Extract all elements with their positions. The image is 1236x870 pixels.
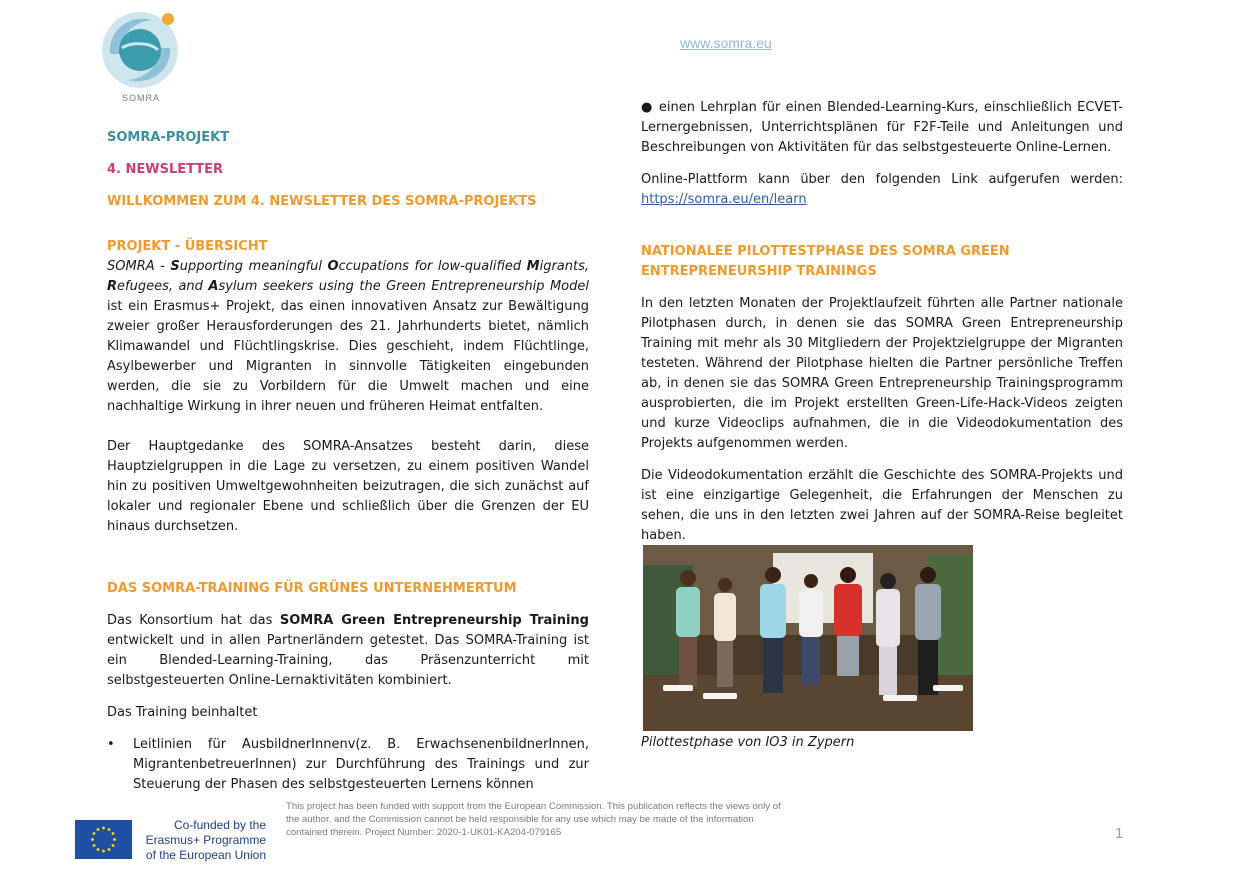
somra-logo xyxy=(100,8,182,104)
overview-heading: PROJEKT - ÜBERSICHT xyxy=(107,239,268,254)
logo-text: SOMRA xyxy=(121,93,160,103)
pilot-paragraph-1: In den letzten Monaten der Projektlaufzeit führten alle Partner nationale Pilotphasen durch, in denen sie das SOMRA Green Entrepreneurship Training mit mehr als 30 Mitgliedern der Projektzielgruppe der Migranten testeten. Während der Pilotphase hielten die Partner persönliche Treffen ab, in denen sie das SOMRA Green Entrepreneurship Trainingsprogramm ausprobierten, die im Projekt erstellten Green-Life-Hack-Videos zeigten und kurze Videoclips aufnahmen, die in die Videodokumentation des Projekts aufgenommen werden. xyxy=(641,296,1123,451)
disclaimer-text: This project has been funded with support from the European Commission. This publication reflects the views only of the author, and the Commission cannot be held responsible for any use which may be made of the information contained therein. Project Number: 2020-1-UK01-KA204-079165 xyxy=(286,801,781,838)
right-column xyxy=(641,98,1123,546)
training-heading: DAS SOMRA-TRAINING FÜR GRÜNES UNTERNEHMERTUM xyxy=(107,581,517,596)
training-includes: Das Training beinhaltet xyxy=(107,705,258,720)
welcome-heading: WILLKOMMEN ZUM 4. NEWSLETTER DES SOMRA-PROJEKTS xyxy=(107,194,537,209)
pilot-heading: NATIONALEE PILOTTESTPHASE DES SOMRA GREEN ENTREPRENEURSHIP TRAININGS xyxy=(641,244,1010,279)
overview-paragraph-1: SOMRA - Supporting meaningful Occupations for low-qualified Migrants, Refugees, and Asylum seekers using the Green Entrepreneurship Model ist ein Erasmus+ Projekt, das einen innovativen Ansatz zur Bewältigung zweier großer Herausforderungen des 21. Jahrhunderts bietet, nämlich Klimawandel und Flüchtlingskrise. Dies geschieht, indem Flüchtlinge, Asylbewerber und Migranten in sinnvolle Tätigkeiten eingebunden werden, die sie zu Vorbildern für die Umwelt machen und eine nachhaltige Wirkung in ihrer neuen und früheren Heimat entfalten. xyxy=(107,259,589,414)
logo-graphic xyxy=(100,8,182,92)
bullet-icon: ● xyxy=(641,100,654,115)
page-number: 1 xyxy=(1115,825,1124,842)
bullet-text-1: Leitlinien für AusbildnerInnenv(z. B. ErwachsenenbildnerInnen, MigrantenbetreuerInnen) zur Durchführung des Trainings und zur Steuerung der Phasen des selbstgesteuerten Lernens können xyxy=(133,737,589,792)
training-paragraph: Das Konsortium hat das SOMRA Green Entrepreneurship Training entwickelt und in allen Partnerländern getestet. Das SOMRA-Training ist ein Blended-Learning-Training, das Präsenzunterricht mit selbstgesteuerten Online-Lernaktivitäten kombiniert. xyxy=(107,613,589,688)
left-column xyxy=(107,128,589,795)
cofunded-text: Co-funded by the Erasmus+ Programme of the European Union xyxy=(145,818,266,862)
project-label: SOMRA-PROJEKT xyxy=(107,130,230,145)
newsletter-label: 4. NEWSLETTER xyxy=(107,162,224,177)
bullet-icon: • xyxy=(107,737,115,752)
pilot-paragraph-2: Die Videodokumentation erzählt die Geschichte des SOMRA-Projekts und ist eine einzigartige Gelegenheit, die Erfahrungen der Menschen zu sehen, die uns in den letzten zwei Jahren auf der SOMRA-Reise begleitet haben. xyxy=(641,468,1123,543)
learn-platform-link[interactable]: https://somra.eu/en/learn xyxy=(641,192,807,207)
website-link[interactable]: www.somra.eu xyxy=(680,35,772,51)
photo-caption: Pilottestphase von IO3 in Zypern xyxy=(641,735,855,750)
platform-text: Online-Plattform kann über den folgenden Link aufgerufen werden: xyxy=(641,172,1123,187)
bullet-text-2: ● einen Lehrplan für einen Blended-Learning-Kurs, einschließlich ECVET-Lernergebnissen, Unterrichtsplänen für F2F-Teile und Anleitungen und Beschreibungen von Aktivitäten für das selbstgesteuerte Online-Lernen. xyxy=(641,100,1124,155)
eu-flag-icon xyxy=(75,820,132,859)
pilot-photo xyxy=(643,545,973,731)
list-item xyxy=(107,735,589,795)
overview-paragraph-2: Der Hauptgedanke des SOMRA-Ansatzes besteht darin, diese Hauptzielgruppen in die Lage zu versetzen, zu einem positiven Wandel hin zu positiven Umweltgewohnheiten beizutragen, die sich zunächst auf lokaler und regionaler Ebene und schließlich über die Grenzen der EU hinaus durchsetzen. xyxy=(107,439,589,534)
